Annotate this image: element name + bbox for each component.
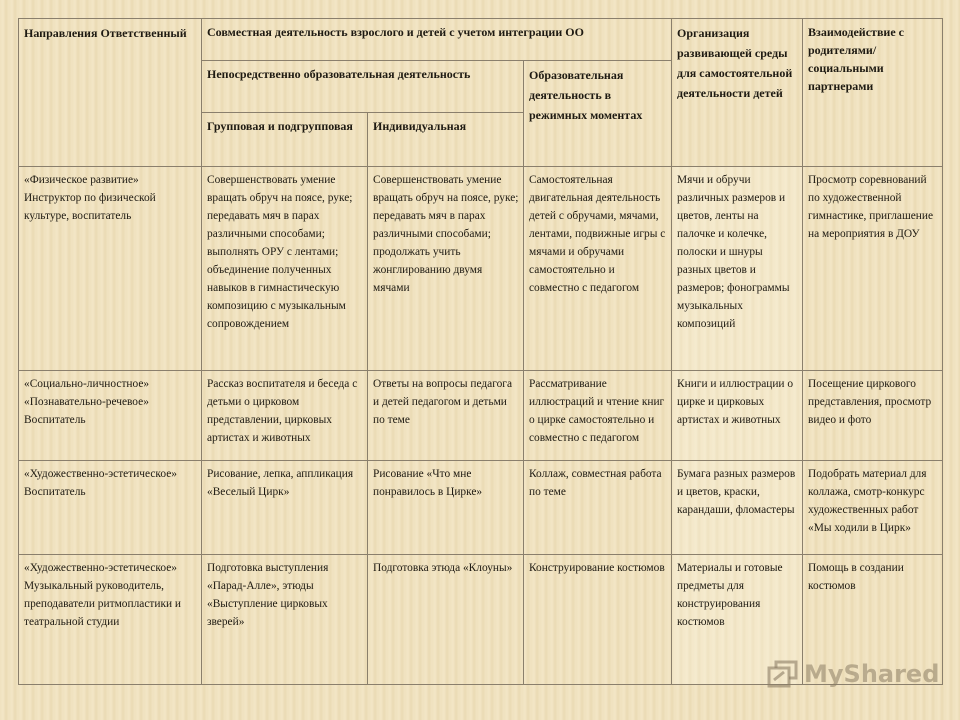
cell-group: Рассказ воспитателя и беседа с детьми о цирковом представлении, цирковых артистах и животных [202,371,368,461]
cell-group: Подготовка выступления «Парад-Алле», этюды «Выступление цирковых зверей» [202,555,368,685]
header-partners: Взаимодействие с родителями/ социальными партнерами [803,19,943,167]
cell-environment: Материалы и готовые предметы для конструирования костюмов [672,555,803,685]
cell-direction: «Художественно-эстетическое» Музыкальный руководитель, преподаватели ритмопластики и театральной студии [19,555,202,685]
table-row [19,167,943,371]
cell-individual: Ответы на вопросы педагога и детей педагогом и детьми по теме [368,371,524,461]
cell-group: Рисование, лепка, аппликация «Веселый Цирк» [202,461,368,555]
myshared-watermark [766,656,939,692]
cell-individual: Совершенствовать умение вращать обруч на поясе, руке; передавать мяч в парах различными способами; продолжать учить жонглированию двумя мячами [368,167,524,371]
cell-partners: Подобрать материал для коллажа, смотр-конкурс художественных работ «Мы ходили в Цирк» [803,461,943,555]
cell-direction: «Социально-личностное» «Познавательно-речевое» Воспитатель [19,371,202,461]
cell-partners: Просмотр соревнований по художественной гимнастике, приглашение на мероприятия в ДОУ [803,167,943,371]
cell-direction: «Художественно-эстетическое» Воспитатель [19,461,202,555]
cell-group: Совершенствовать умение вращать обруч на поясе, руке; передавать мяч в парах различными способами; выполнять ОРУ с лентами; объединение полученных навыков в гимнастическую композицию с музыкальным сопровождением [202,167,368,371]
header-individual: Индивидуальная [368,113,524,167]
header-joint-activity: Совместная деятельность взрослого и детей с учетом интеграции ОО [202,19,672,61]
table-row [19,461,943,555]
header-direct-education: Непосредственно образовательная деятельность [202,61,524,113]
watermark-text: MyShared [804,660,940,688]
cell-regime: Коллаж, совместная работа по теме [524,461,672,555]
header-group: Групповая и подгрупповая [202,113,368,167]
cell-regime: Самостоятельная двигательная деятельность детей с обручами, мячами, лентами, подвижные игры с мячами и обручами самостоятельно и совместно с педагогом [524,167,672,371]
plan-table [18,18,943,685]
cell-partners: Помощь в создании костюмов [803,555,943,685]
cell-environment: Бумага разных размеров и цветов, краски, карандаши, фломастеры [672,461,803,555]
cell-environment: Книги и иллюстрации о цирке и цирковых артистах и животных [672,371,803,461]
cell-environment: Мячи и обручи различных размеров и цветов, ленты на палочке и колечке, полоски и шнуры разных цветов и размеров; фонограммы музыкальных композиций [672,167,803,371]
myshared-logo-icon [766,658,800,690]
cell-regime: Конструирование костюмов [524,555,672,685]
plan-table-sheet [18,18,942,686]
cell-partners: Посещение циркового представления, просмотр видео и фото [803,371,943,461]
header-direction: Направления Ответственный [19,19,202,167]
header-regime-moments: Образовательная деятельность в режимных моментах [524,61,672,167]
cell-individual: Рисование «Что мне понравилось в Цирке» [368,461,524,555]
cell-direction: «Физическое развитие» Инструктор по физической культуре, воспитатель [19,167,202,371]
cell-regime: Рассматривание иллюстраций и чтение книг о цирке самостоятельно и совместно с педагогом [524,371,672,461]
cell-individual: Подготовка этюда «Клоуны» [368,555,524,685]
header-environment: Организация развивающей среды для самостоятельной деятельности детей [672,19,803,167]
table-row [19,371,943,461]
